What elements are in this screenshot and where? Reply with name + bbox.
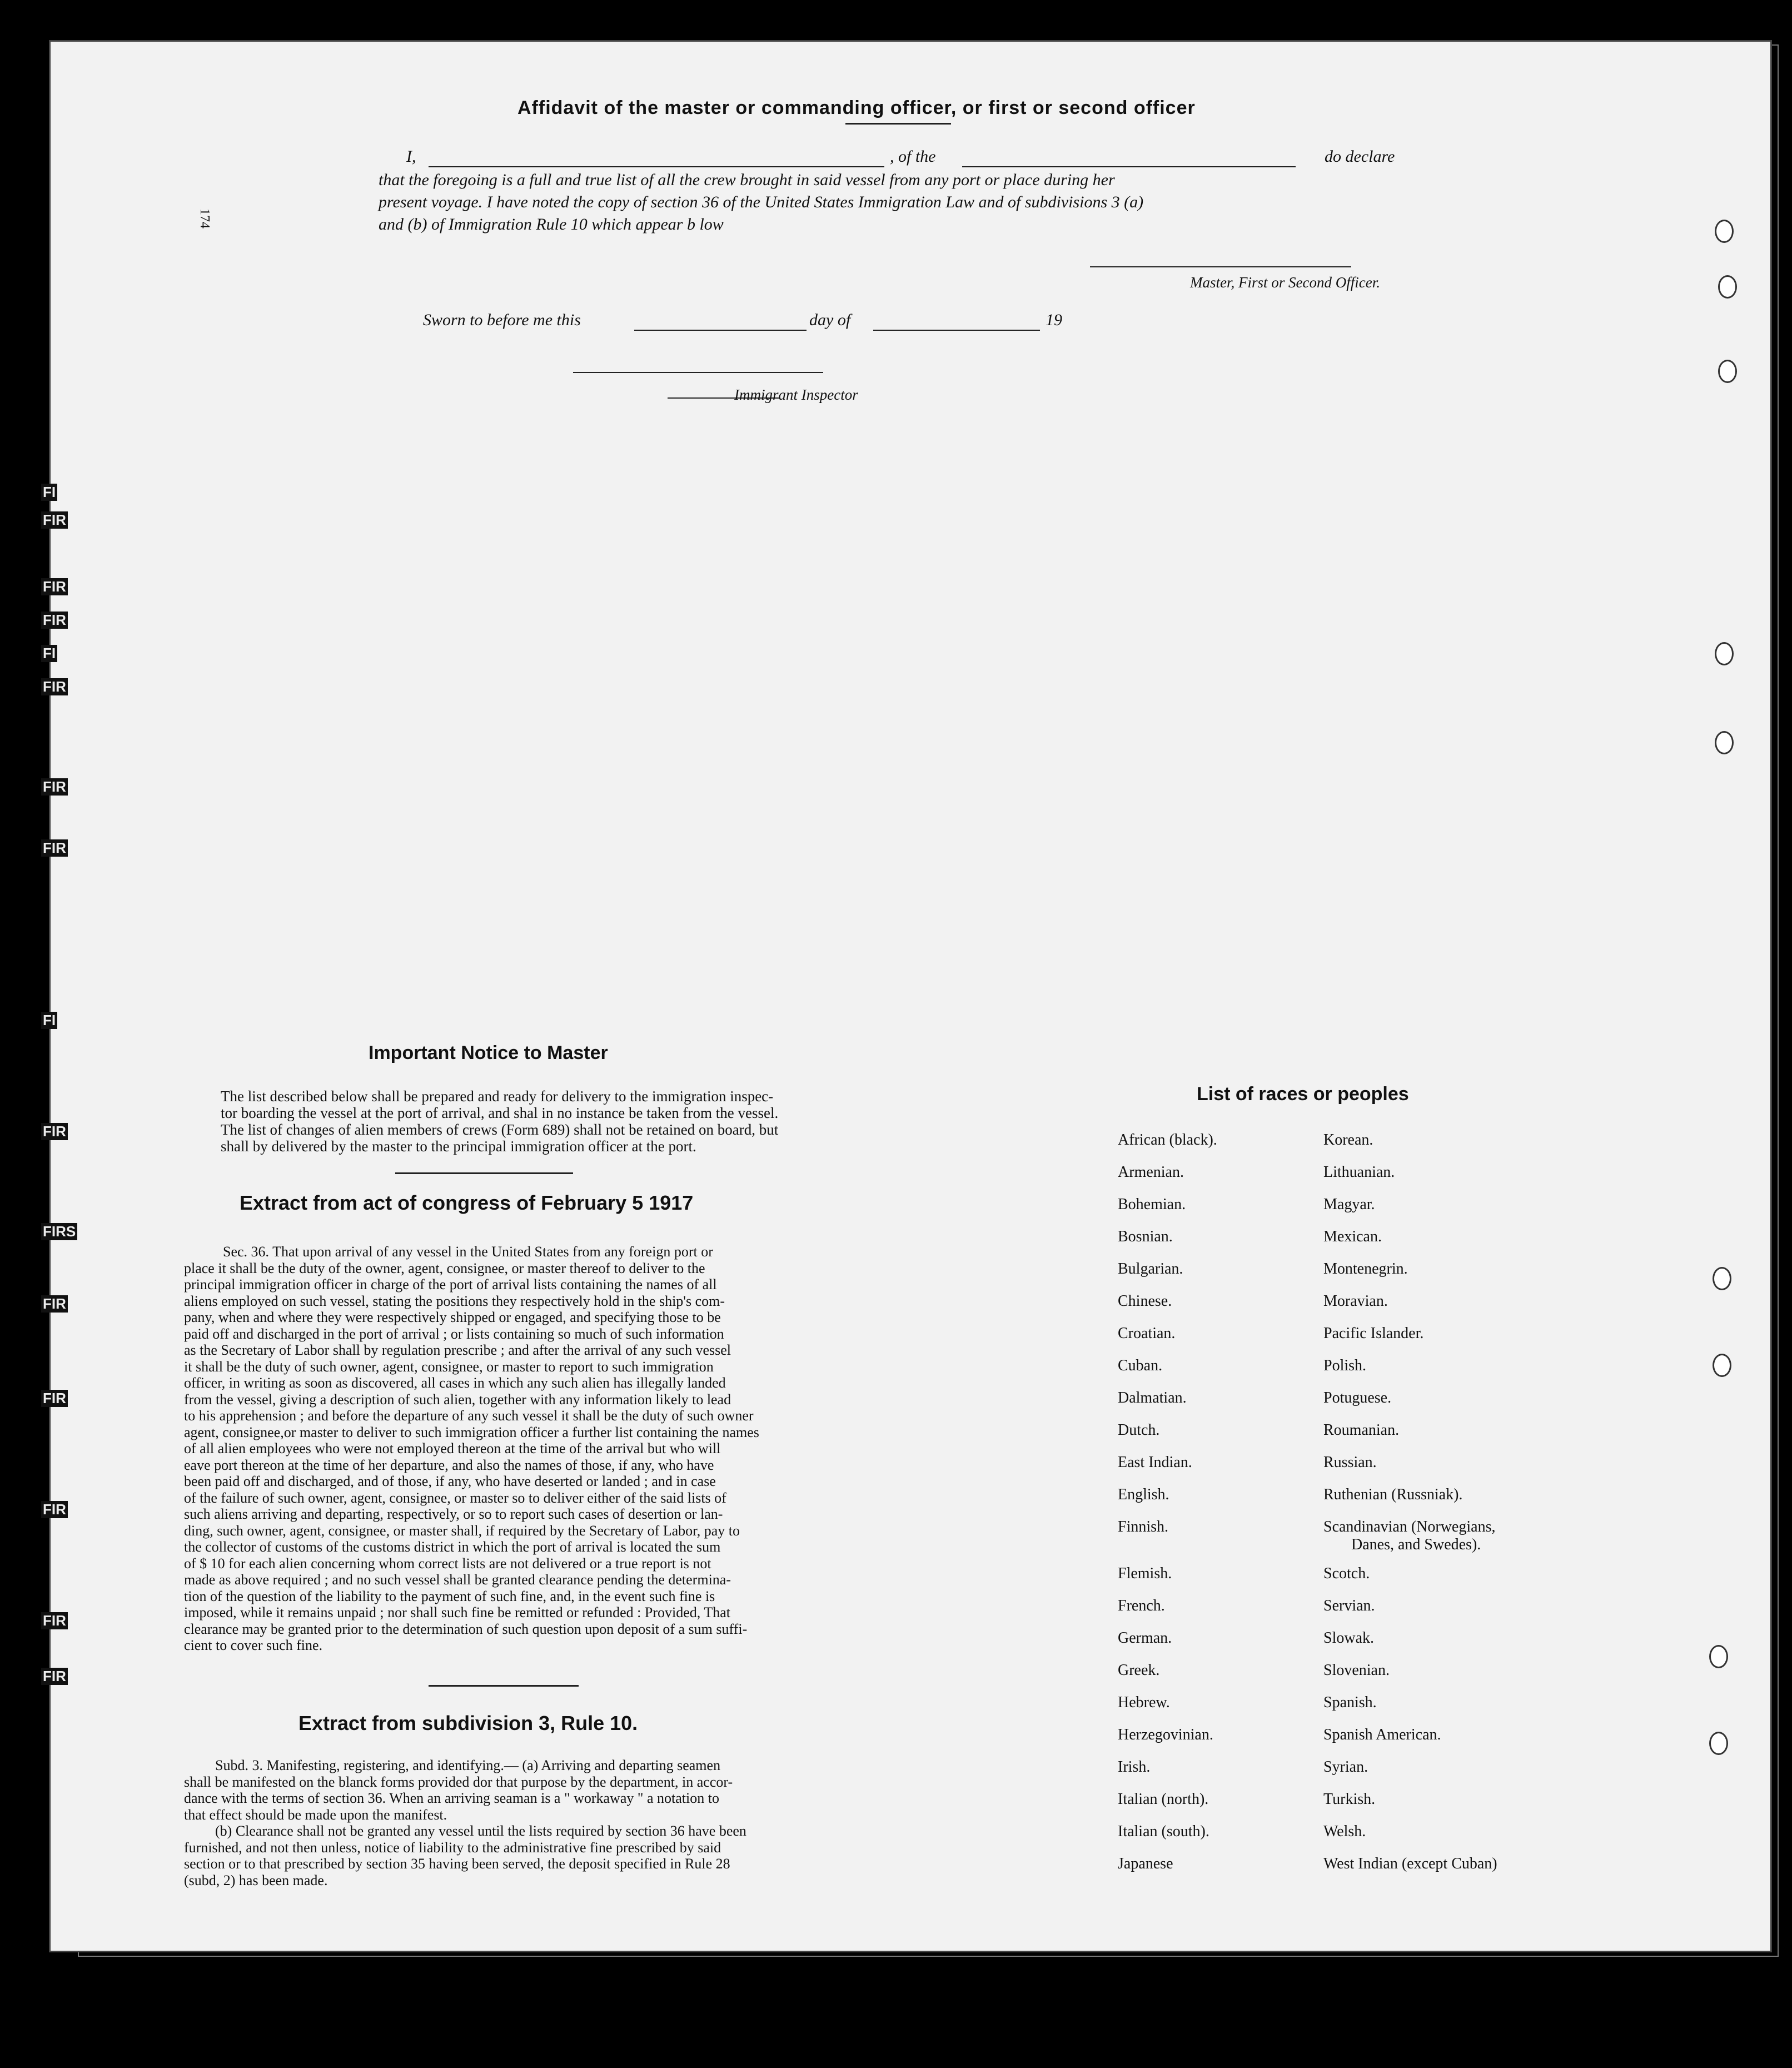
race-item: Greek.: [1118, 1662, 1160, 1679]
spine-mark: FIRS: [41, 1223, 77, 1240]
rule-line: furnished, and not then unless, notice of liability to the administrative fine prescribed by said: [184, 1839, 721, 1856]
notice-line: tor boarding the vessel at the port of arrival, and shal in no instance be taken from the vessel.: [221, 1105, 779, 1121]
signature-blank: [1090, 264, 1351, 267]
notice-text: [194, 1088, 839, 1155]
act-line: the collector of customs of the customs district in which the port of arrival is located the sum: [184, 1539, 721, 1555]
race-item: Polish.: [1323, 1357, 1367, 1374]
race-item: French.: [1118, 1597, 1165, 1614]
signature-label: Master, First or Second Officer.: [1190, 274, 1380, 291]
race-item: English.: [1118, 1486, 1169, 1503]
race-item: Potuguese.: [1323, 1389, 1392, 1406]
race-item: Finnish.: [1118, 1518, 1169, 1535]
act-line: imposed, while it remains unpaid ; nor shall such fine be remitted or refunded : Provided, That: [184, 1604, 730, 1620]
rule-text: [184, 1757, 851, 1888]
act-line: place it shall be the duty of the owner, agent, consignee, or master thereof to deliver to the: [184, 1260, 705, 1276]
vessel-blank: [962, 148, 1296, 167]
race-item: Armenian.: [1118, 1164, 1184, 1181]
act-line: made as above required ; and no such vessel shall be granted clearance pending the determina-: [184, 1572, 731, 1588]
race-item: Chinese.: [1118, 1292, 1172, 1310]
punch-hole: [1713, 1354, 1731, 1377]
spine-mark: FIR: [41, 678, 68, 695]
race-item: East Indian.: [1118, 1454, 1192, 1471]
sworn-month-blank: [873, 312, 1040, 331]
punch-hole: [1709, 1732, 1728, 1755]
race-item: Russian.: [1323, 1454, 1377, 1471]
spine-mark: FI: [41, 1012, 57, 1029]
act-line: it shall be the duty of such owner, agent, consignee, or master to report to such immigration: [184, 1358, 714, 1375]
act-line: Sec. 36. That upon arrival of any vessel in the United States from any foreign port or: [223, 1244, 713, 1260]
spine-mark: FIR: [41, 1668, 68, 1685]
name-blank: [429, 148, 884, 167]
act-line: pany, when and where they were respectively shipped or engaged, and specifying those to be: [184, 1309, 721, 1325]
sworn-mid: day of: [809, 311, 851, 329]
spine-mark: FIR: [41, 1123, 68, 1140]
manifest-back-sheet: [49, 40, 1772, 1952]
race-item: Italian (south).: [1118, 1823, 1209, 1840]
race-item: Roumanian.: [1323, 1421, 1400, 1439]
act-line: officer, in writing as soon as discovered, all cases in which any such alien has illegally landed: [184, 1375, 726, 1391]
spine-mark: FI: [41, 645, 57, 662]
rule-line: (subd, 2) has been made.: [184, 1872, 328, 1888]
race-item: West Indian (except Cuban): [1323, 1855, 1497, 1872]
race-item: Irish.: [1118, 1758, 1151, 1776]
race-item: Servian.: [1323, 1597, 1375, 1614]
race-item: Welsh.: [1323, 1823, 1366, 1840]
spine-mark: FI: [41, 484, 57, 501]
race-item: Flemish.: [1118, 1565, 1172, 1582]
act-line: paid off and discharged in the port of arrival ; or lists containing so much of such information: [184, 1325, 724, 1342]
race-item: Pacific Islander.: [1323, 1325, 1424, 1342]
spine-mark: FIR: [41, 612, 68, 629]
affidavit-line1-end: do declare: [1325, 147, 1395, 166]
rule-line: that effect should be made upon the manifest.: [184, 1806, 447, 1823]
race-item: Dalmatian.: [1118, 1389, 1187, 1406]
race-item: Moravian.: [1323, 1292, 1388, 1310]
margin-number: 174: [197, 208, 212, 228]
affidavit-line4: and (b) of Immigration Rule 10 which appear b low: [379, 215, 724, 233]
act-line: such aliens arriving and departing, respectively, or so to report such cases of desertion or lan-: [184, 1506, 723, 1522]
rule-line: section or to that prescribed by section 35 having been served, the deposit specified in Rule 28: [184, 1856, 730, 1872]
act-line: clearance may be granted prior to the determination of such question upon deposit of a sum suffi-: [184, 1620, 748, 1637]
affidavit-title: Affidavit of the master or commanding officer, or first or second officer: [517, 97, 1196, 118]
rule-line: Subd. 3. Manifesting, registering, and identifying.— (a) Arriving and departing seamen: [215, 1757, 721, 1773]
race-item: German.: [1118, 1629, 1172, 1647]
punch-hole: [1715, 731, 1734, 754]
race-item: Montenegrin.: [1323, 1260, 1408, 1277]
spine-mark: FIR: [41, 1295, 68, 1313]
race-item: Bohemian.: [1118, 1196, 1186, 1213]
inspector-label: Immigrant Inspector: [734, 386, 858, 403]
race-item: Cuban.: [1118, 1357, 1163, 1374]
notice-line: The list of changes of alien members of crews (Form 689) shall not be retained on board, but: [221, 1121, 779, 1138]
race-item: Spanish.: [1323, 1694, 1377, 1711]
race-item: Bosnian.: [1118, 1228, 1173, 1245]
act-line: as the Secretary of Labor shall by regulation prescribe ; and after the arrival of any such vessel: [184, 1342, 731, 1358]
act-line: of $ 10 for each alien concerning whom correct lists are not delivered or a true report is not: [184, 1555, 711, 1572]
act-line: from the vessel, giving a description of such alien, together with any information likely to lead: [184, 1391, 731, 1408]
act-line: eave port thereon at the time of her departure, and also the names of those, if any, who have: [184, 1456, 714, 1473]
race-item: Slowak.: [1323, 1629, 1374, 1647]
spine-mark: FIR: [41, 1501, 68, 1518]
act-line: aliens employed on such vessel, stating the positions they respectively hold in the ship's com-: [184, 1292, 725, 1309]
race-item: Japanese: [1118, 1855, 1173, 1872]
rule-line: (b) Clearance shall not be granted any vessel until the lists required by section 36 have been: [215, 1823, 746, 1839]
race-item: Italian (north).: [1118, 1791, 1209, 1808]
act-line: agent, consignee,or master to deliver to such immigration officer a further list containing the names: [184, 1424, 759, 1440]
races-title: List of races or peoples: [1197, 1083, 1409, 1105]
act-line: ding, such owner, agent, consignee, or master shall, if required by the Secretary of Labor, pay to: [184, 1522, 740, 1539]
punch-hole: [1718, 275, 1737, 299]
race-item: Slovenian.: [1323, 1662, 1390, 1679]
race-item: Spanish American.: [1323, 1726, 1441, 1743]
spine-mark: FIR: [41, 511, 68, 529]
spine-mark: FIR: [41, 1390, 68, 1407]
race-item: Herzegovinian.: [1118, 1726, 1213, 1743]
race-item: Korean.: [1323, 1131, 1373, 1149]
spine-mark: FIR: [41, 839, 68, 857]
race-item: Scandinavian (Norwegians,: [1323, 1518, 1496, 1535]
notice-line: shall by delivered by the master to the principal immigration officer at the port.: [221, 1138, 696, 1155]
inspector-signature-blank: [573, 370, 823, 373]
sworn-year: 19: [1046, 311, 1062, 329]
affidavit-line1-mid: , of the: [890, 147, 936, 166]
affidavit-line3: present voyage. I have noted the copy of section 36 of the United States Immigration Law and of subdivisions 3 (a): [379, 193, 1144, 211]
race-item: Lithuanian.: [1323, 1164, 1395, 1181]
sworn-day-blank: [634, 312, 807, 331]
race-item: Syrian.: [1323, 1758, 1368, 1776]
title-underline: [845, 123, 951, 125]
race-item: Ruthenian (Russniak).: [1323, 1486, 1463, 1503]
race-item: Scotch.: [1323, 1565, 1370, 1582]
rule-line: shall be manifested on the blanck forms provided dor that purpose by the department, in accor-: [184, 1773, 733, 1790]
act-line: tion of the question of the liability to the payment of such fine, and, in the event such fine is: [184, 1588, 715, 1604]
act-text: [184, 1244, 851, 1654]
race-item: Bulgarian.: [1118, 1260, 1183, 1277]
act-line: to his apprehension ; and before the departure of any such vessel it shall be the duty of such owner: [184, 1408, 754, 1424]
race-item: Mexican.: [1323, 1228, 1382, 1245]
act-line: of all alien employees who were not employed thereon at the time of the arrival but who will: [184, 1440, 721, 1456]
act-line: cient to cover such fine.: [184, 1637, 323, 1653]
notice-line: The list described below shall be prepared and ready for delivery to the immigration inspec-: [221, 1088, 774, 1105]
punch-hole: [1718, 360, 1737, 383]
act-title: Extract from act of congress of February 5 1917: [240, 1191, 694, 1214]
affidavit-line2: that the foregoing is a full and true list of all the crew brought in said vessel from any port or place during her: [379, 171, 1115, 189]
punch-hole: [1709, 1645, 1728, 1668]
race-item: African (black).: [1118, 1131, 1217, 1149]
punch-hole: [1713, 1267, 1731, 1290]
notice-title: Important Notice to Master: [369, 1042, 608, 1063]
act-line: principal immigration officer in charge of the port of arrival lists containing the names of all: [184, 1276, 717, 1292]
rule-title: Extract from subdivision 3, Rule 10.: [298, 1712, 638, 1734]
race-item: Magyar.: [1323, 1196, 1375, 1213]
race-item: Croatian.: [1118, 1325, 1176, 1342]
act-line: been paid off and discharged, and of those, if any, who have deserted or landed ; and in case: [184, 1473, 716, 1489]
race-item-continued: Danes, and Swedes).: [1351, 1536, 1481, 1553]
act-line: of the failure of such owner, agent, consignee, or master so to deliver either of the said lists of: [184, 1489, 726, 1506]
act-divider: [429, 1685, 579, 1687]
affidavit-line1-start: I,: [406, 147, 416, 166]
race-item: Turkish.: [1323, 1791, 1376, 1808]
race-item: Dutch.: [1118, 1421, 1160, 1439]
race-item: Hebrew.: [1118, 1694, 1170, 1711]
sworn-start: Sworn to before me this: [423, 311, 581, 329]
punch-hole: [1715, 220, 1734, 243]
punch-hole: [1715, 642, 1734, 665]
notice-divider: [395, 1172, 573, 1174]
spine-mark: FIR: [41, 1612, 68, 1629]
rule-line: dance with the terms of section 36. When an arriving seaman is a " workaway " a notation to: [184, 1790, 719, 1806]
spine-mark: FIR: [41, 578, 68, 595]
spine-mark: FIR: [41, 778, 68, 796]
